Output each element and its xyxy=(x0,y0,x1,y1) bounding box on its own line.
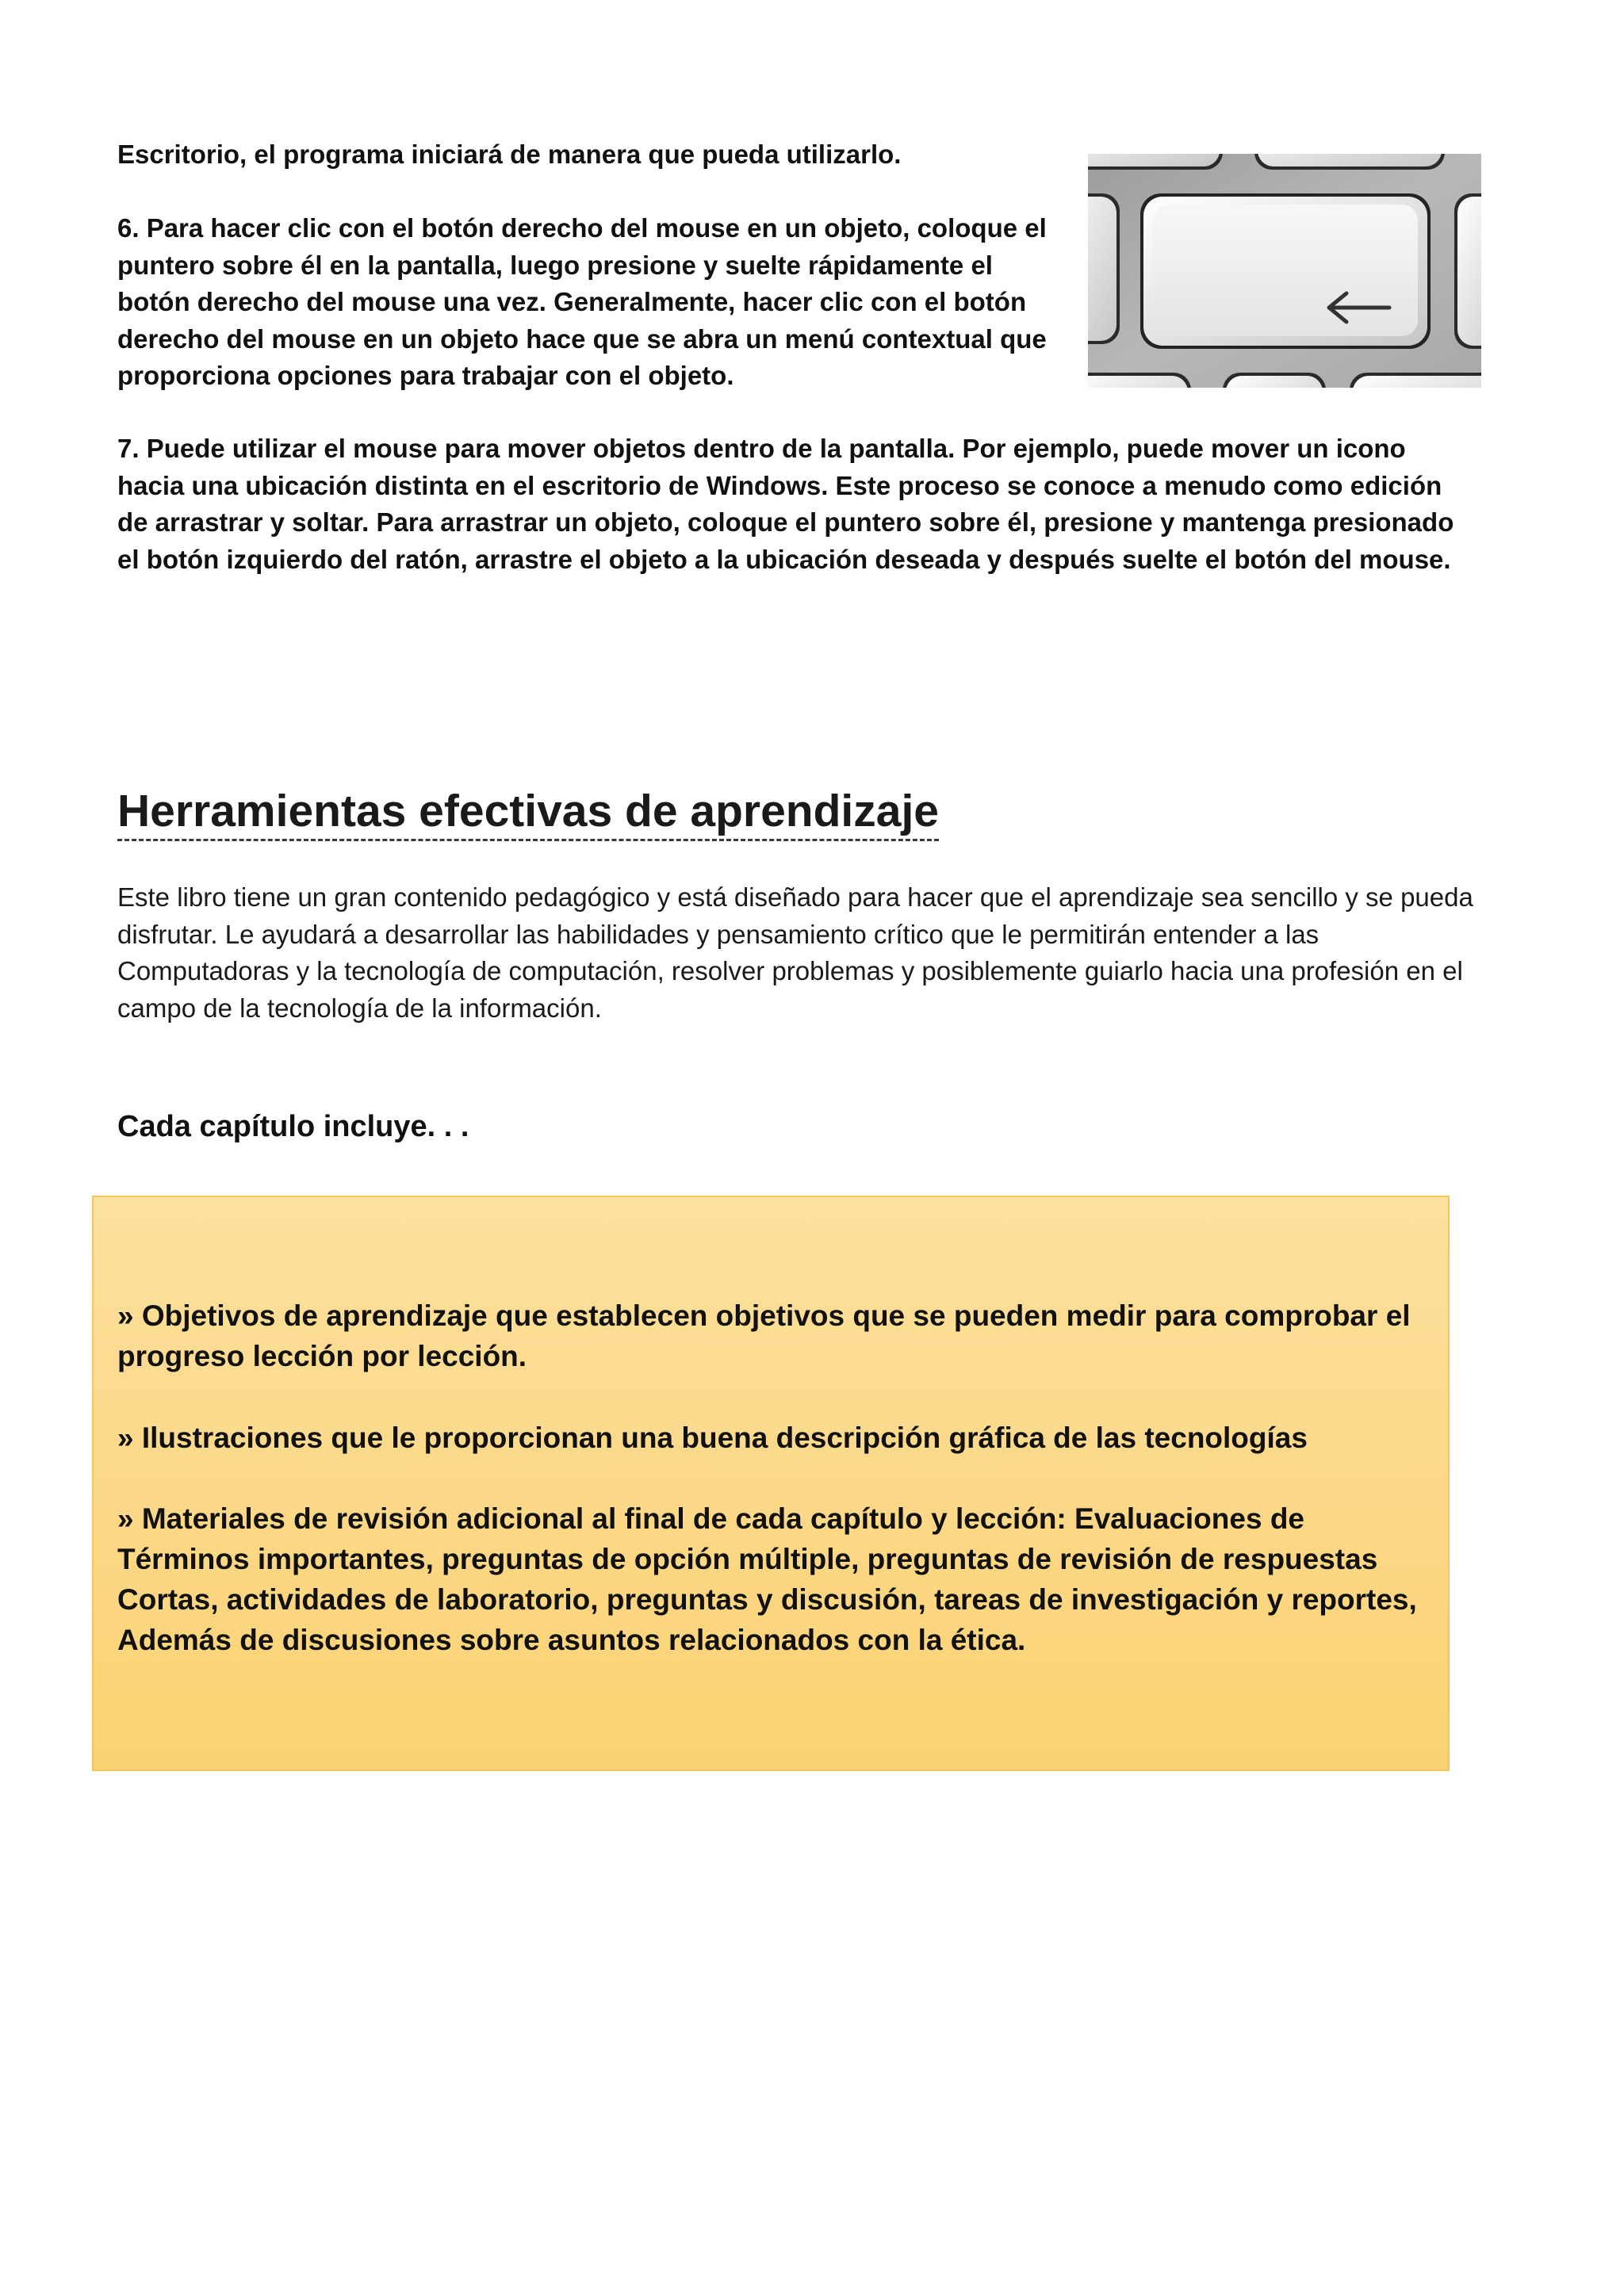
callout-box xyxy=(92,1196,1450,1771)
callout-item-review-materials: » Materiales de revisión adicional al final de cada capítulo y lección: Evaluaciones de Términos importantes, preguntas de opción múltiple, preguntas de revisión de respuestas Cortas, actividades de laboratorio, preguntas y discusión, tareas de investigación y reportes, Además de discusiones sobre asuntos relacionados con la ética. xyxy=(117,1502,1417,1656)
intro-line: Este libro tiene un gran contenido pedagógico y está diseñado para hacer que el aprendizaje sea sencillo y se pueda disfrutar. Le ayudará a desarrollar las habilidades y pensamiento crítico que le permitirán entender a las xyxy=(117,882,1473,949)
intro-paragraph xyxy=(117,879,1481,1027)
keyboard-backspace-key-photo-icon xyxy=(1088,154,1481,388)
intro-line: Computadoras y la tecnología de computación, resolver problemas y posiblemente guiarlo hacia una profesión en el campo de la tecnología de la información. xyxy=(117,956,1463,1023)
chapter-lead: Cada capítulo incluye. . . xyxy=(117,1110,469,1143)
section-heading: Herramientas efectivas de aprendizaje xyxy=(117,783,939,841)
paragraph-intro-continued: Escritorio, el programa iniciará de manera que pueda utilizarlo. xyxy=(117,140,902,169)
paragraph-step-7: 7. Puede utilizar el mouse para mover objetos dentro de la pantalla. Por ejemplo, puede mover un icono hacia una ubicación distinta en el escritorio de Windows. Este proceso se conoce a menudo como edición de arrastrar y soltar. Para arrastrar un objeto, coloque el puntero sobre él, presione y mantenga presionado el botón izquierdo del ratón, arrastre el objeto a la ubicación deseada y después suelte el botón del mouse. xyxy=(117,434,1454,574)
paragraph-step-6: 6. Para hacer clic con el botón derecho del mouse en un objeto, coloque el puntero sobre él en la pantalla, luego presione y suelte rápidamente el botón derecho del mouse una vez. Generalmente, hacer clic con el botón derecho del mouse en un objeto hace que se abra un menú contextual que proporciona opciones para trabajar con el objeto. xyxy=(117,213,1047,390)
callout-item-objectives: » Objetivos de aprendizaje que establecen objetivos que se pueden medir para comprobar el progreso lección por lección. xyxy=(117,1299,1411,1372)
callout-item-illustrations: » Ilustraciones que le proporcionan una buena descripción gráfica de las tecnologías xyxy=(117,1422,1308,1454)
